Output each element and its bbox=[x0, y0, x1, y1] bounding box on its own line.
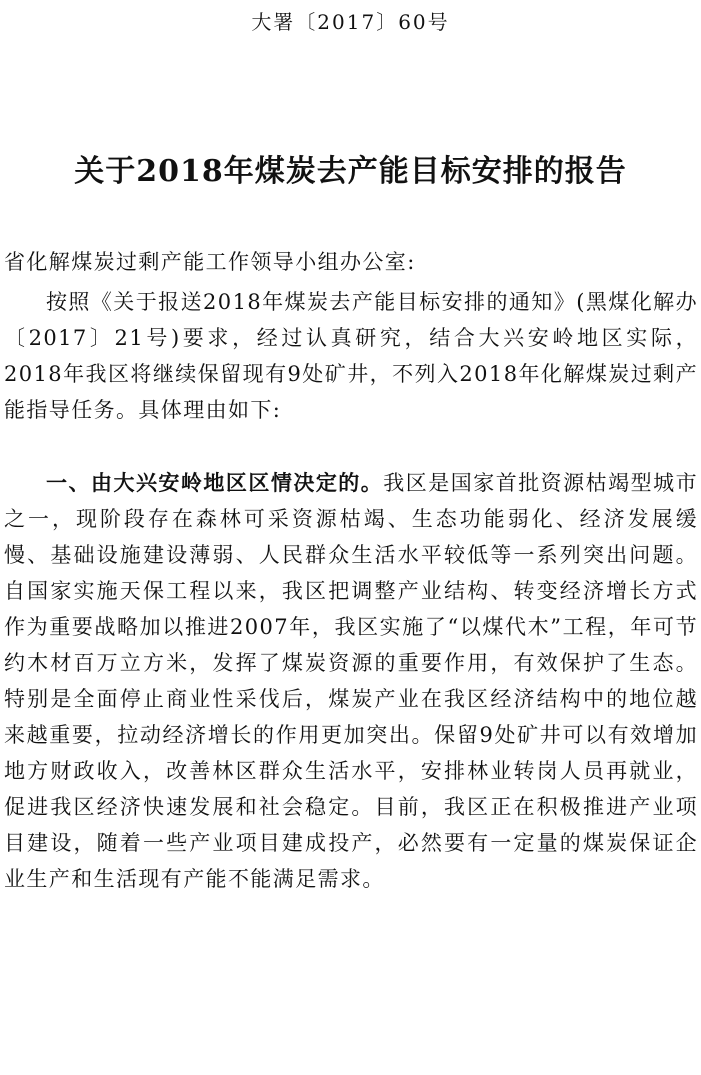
paragraph-2-text bbox=[4, 465, 698, 897]
section-body-1: 我区是国家首批资源枯竭型城市之一，现阶段存在森林可采资源枯竭、生态功能弱化、经济发展缓慢、基础设施建设薄弱、人民群众生活水平较低等一系列突出问题。自国家实施天保工程以来，我区把调整产业结构、转变经济增长方式作为重要战略加以推进2007年，我区实施了“以煤代木”工程，年可节约木材百万立方米，发挥了煤炭资源的重要作用，有效保护了生态。特别是全面停止商业性采伐后，煤炭产业在我区经济结构中的地位越来越重要，拉动经济增长的作用更加突出。保留9处矿井可以有效增加地方财政收入，改善林区群众生活水平，安排林业转岗人员再就业，促进我区经济快速发展和社会稳定。目前，我区正在积极推进产业项目建设，随着一些产业项目建成投产，必然要有一定量的煤炭保证企业生产和生活现有产能不能满足需求。 bbox=[4, 471, 698, 891]
paragraph-1 bbox=[4, 284, 698, 428]
document-number: 大署〔2017〕60号 bbox=[251, 10, 450, 34]
document-title: 关于2018年煤炭去产能目标安排的报告 bbox=[74, 154, 627, 189]
addressee-line: 省化解煤炭过剩产能工作领导小组办公室: bbox=[4, 250, 416, 274]
paragraph-2 bbox=[4, 465, 698, 897]
paragraph-1-text: 按照《关于报送2018年煤炭去产能目标安排的通知》(黑煤化解办〔2017〕21号)要求，经过认真研究，结合大兴安岭地区实际， 2018年我区将继续保留现有9处矿井，不列入2018年化解煤炭过剩产能指导任务。具体理由如下: bbox=[4, 290, 698, 422]
section-heading-1: 一、由大兴安岭地区区情决定的。 bbox=[46, 470, 384, 495]
